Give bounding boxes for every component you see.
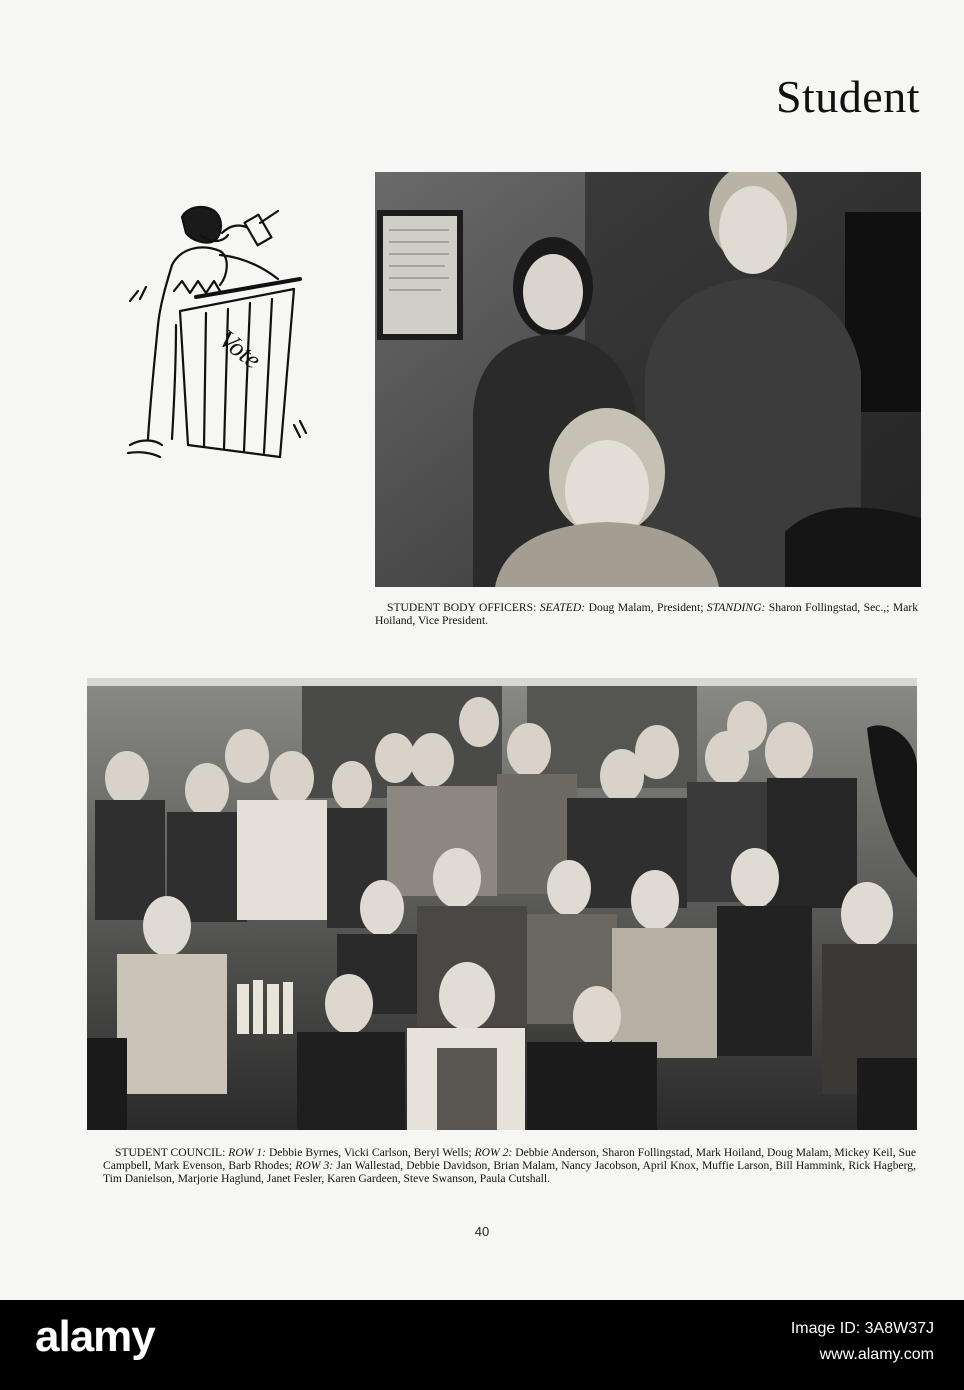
cartoon-vote-text: Vote (213, 324, 267, 375)
officers-caption (375, 601, 918, 627)
council-photo (87, 678, 917, 1130)
officers-seated-text: Doug Malam, President; (588, 601, 704, 614)
council-row1-text: Debbie Byrnes, Vicki Carlson, Beryl Wells; (268, 1146, 472, 1159)
officers-standing-text: Sharon Follingstad, Sec.,; Mark Hoiland, Vice President. (375, 601, 919, 627)
officers-photo (375, 172, 921, 587)
officers-standing-label: STANDING: (706, 601, 766, 614)
council-row3-label: ROW 3: (295, 1159, 334, 1172)
officers-photo-image (375, 172, 921, 587)
image-id-text: Image ID: 3A8W37J (790, 1320, 934, 1337)
page-title: Student (775, 71, 920, 122)
brand-logo: alamy (35, 1312, 155, 1361)
officers-seated-label: SEATED: (539, 601, 586, 614)
council-row2-text: Debbie Anderson, Sharon Follingstad, Mark Hoiland, Doug Malam, Mickey Keil, Sue Campbell, Mark Evenson, Barb Rhodes; (103, 1146, 916, 1172)
council-caption (103, 1146, 916, 1185)
council-photo-image (87, 678, 917, 1130)
page-number: 40 (474, 1224, 490, 1239)
site-url-text: www.alamy.com (819, 1346, 934, 1363)
council-caption-lead: STUDENT COUNCIL: (115, 1146, 226, 1159)
cartoon-voter-icon (110, 195, 310, 470)
council-row3-text: Jan Wallestad, Debbie Davidson, Brian Malam, Nancy Jacobson, April Knox, Muffie Larson, Bill Hammink, Rick Hagberg, Tim Danielson, Marjorie Haglund, Janet Fesler, Karen Gardeen, Steve Swanson, Paula Cutshall. (103, 1159, 917, 1185)
officers-caption-lead: STUDENT BODY OFFICERS: (387, 601, 537, 614)
council-row2-label: ROW 2: (474, 1146, 513, 1159)
council-row1-label: ROW 1: (228, 1146, 266, 1159)
